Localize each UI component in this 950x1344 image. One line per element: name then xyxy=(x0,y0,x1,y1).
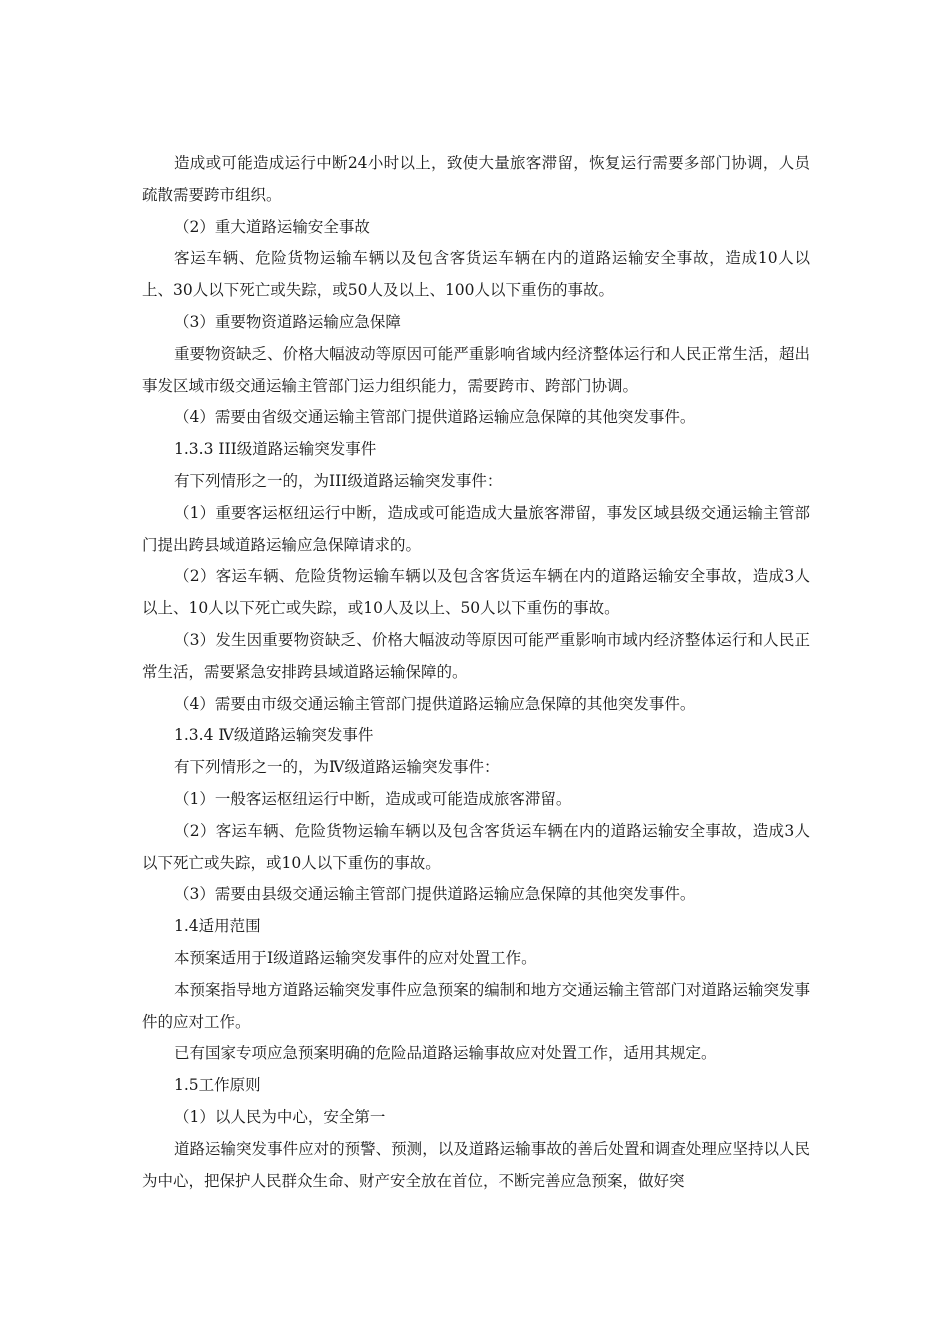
paragraph: （4）需要由市级交通运输主管部门提供道路运输应急保障的其他突发事件。 xyxy=(174,694,696,713)
subheading: （2）重大道路运输安全事故 xyxy=(174,217,370,236)
paragraph: 有下列情形之一的，为III级道路运输突发事件： xyxy=(174,471,503,490)
paragraph: 已有国家专项应急预案明确的危险品道路运输事故应对处置工作，适用其规定。 xyxy=(174,1044,717,1063)
paragraph: 客运车辆、危险货物运输车辆以及包含客货运车辆在内的道路运输安全事故，造成10人以上、30人以下死亡或失踪，或50人及以上、100人以下重伤的事故。 xyxy=(142,249,810,300)
document-body xyxy=(142,148,810,1197)
subheading: （3）重要物资道路运输应急保障 xyxy=(174,312,401,331)
paragraph: 重要物资缺乏、价格大幅波动等原因可能严重影响省域内经济整体运行和人民正常生活，超出事发区域市级交通运输主管部门运力组织能力，需要跨市、跨部门协调。 xyxy=(142,344,810,395)
paragraph: 道路运输突发事件应对的预警、预测，以及道路运输事故的善后处置和调查处理应坚持以人民为中心，把保护人民群众生命、财产安全放在首位，不断完善应急预案，做好突 xyxy=(142,1139,810,1190)
paragraph: 本预案适用于Ⅰ级道路运输突发事件的应对处置工作。 xyxy=(174,948,537,967)
paragraph: （1）一般客运枢纽运行中断，造成或可能造成旅客滞留。 xyxy=(174,789,572,808)
paragraph: （2）客运车辆、危险货物运输车辆以及包含客货运车辆在内的道路运输安全事故，造成3人以上、10人以下死亡或失踪，或10人及以上、50人以下重伤的事故。 xyxy=(142,567,810,618)
subheading: （1）以人民为中心，安全第一 xyxy=(174,1107,386,1126)
section-heading: 1.4适用范围 xyxy=(174,917,261,936)
section-heading: 1.5工作原则 xyxy=(174,1076,261,1095)
paragraph: 有下列情形之一的，为Ⅳ级道路运输突发事件： xyxy=(174,758,500,777)
paragraph: （3）需要由县级交通运输主管部门提供道路运输应急保障的其他突发事件。 xyxy=(174,885,696,904)
paragraph: （3）发生因重要物资缺乏、价格大幅波动等原因可能严重影响市域内经济整体运行和人民正常生活，需要紧急安排跨县域道路运输保障的。 xyxy=(142,630,810,681)
section-heading: 1.3.3 III级道路运输突发事件 xyxy=(174,440,377,459)
paragraph: 本预案指导地方道路运输突发事件应急预案的编制和地方交通运输主管部门对道路运输突发事件的应对工作。 xyxy=(142,980,810,1031)
paragraph: （4）需要由省级交通运输主管部门提供道路运输应急保障的其他突发事件。 xyxy=(174,408,696,427)
paragraph: （2）客运车辆、危险货物运输车辆以及包含客货运车辆在内的道路运输安全事故，造成3人以下死亡或失踪，或10人以下重伤的事故。 xyxy=(142,821,810,872)
paragraph: 造成或可能造成运行中断24小时以上，致使大量旅客滞留，恢复运行需要多部门协调，人员疏散需要跨市组织。 xyxy=(142,154,810,204)
section-heading: 1.3.4 Ⅳ级道路运输突发事件 xyxy=(174,726,374,745)
paragraph: （1）重要客运枢纽运行中断，造成或可能造成大量旅客滞留，事发区域县级交通运输主管部门提出跨县域道路运输应急保障请求的。 xyxy=(142,503,810,554)
